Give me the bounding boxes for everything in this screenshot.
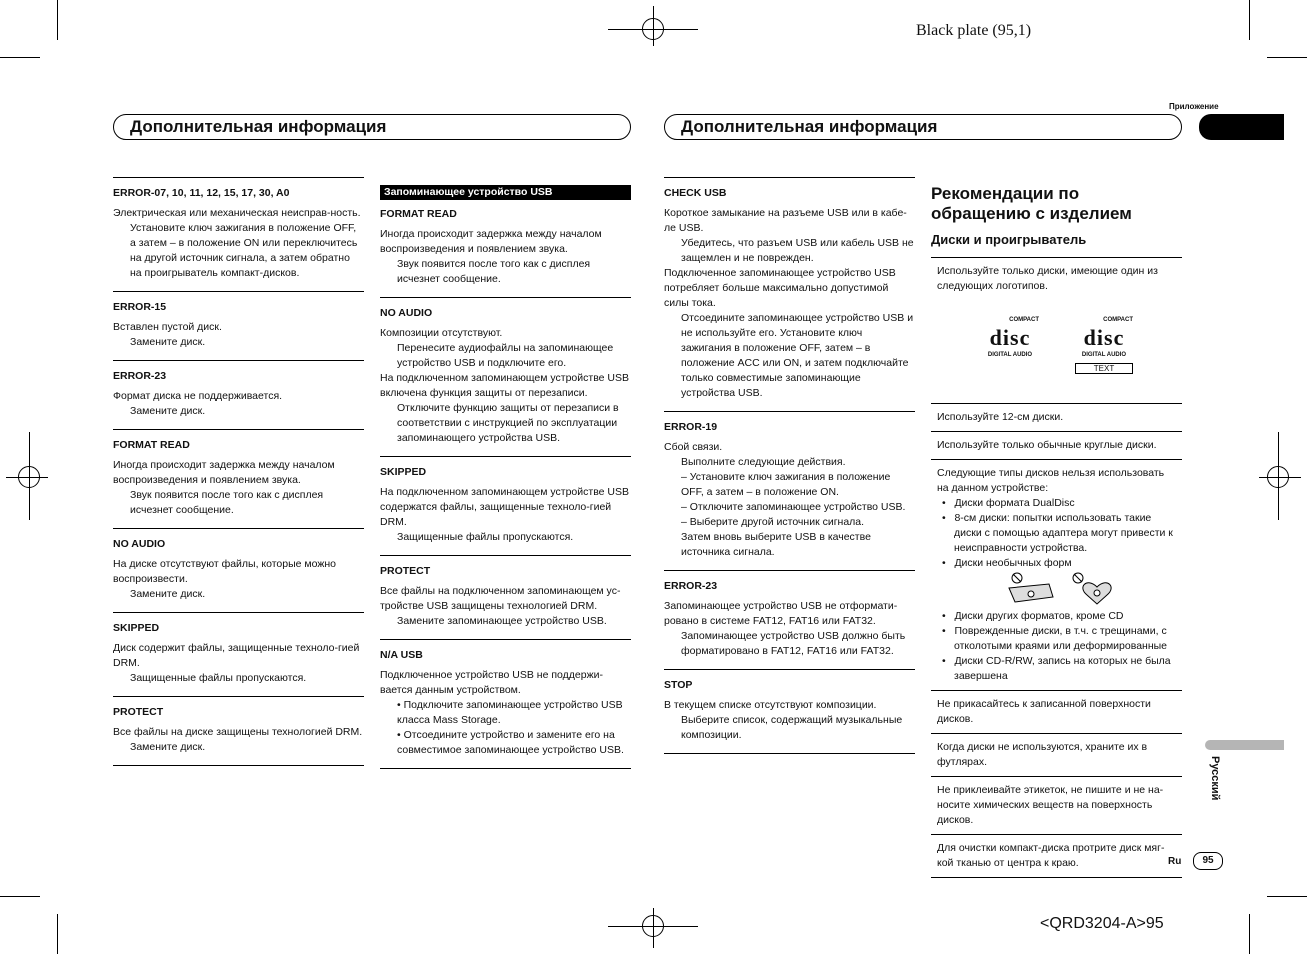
entry-action: Замените запоминающее устройство USB. xyxy=(397,615,607,627)
entry-title: PROTECT xyxy=(380,565,431,577)
tip-text: Когда диски не используются, храните их в футлярах. xyxy=(937,741,1148,768)
error-entry xyxy=(664,669,915,754)
entry-title: CHECK USB xyxy=(664,187,727,199)
entry-action: Защищенные файлы пропускаются. xyxy=(130,672,307,684)
entry-desc: Короткое замыкание на разъеме USB или в кабе-ле USB. xyxy=(664,207,907,234)
language-tab xyxy=(1205,740,1284,750)
bullet-item: • Поврежденные диски, в т.ч. с трещинами, с отколотыми краями или деформированные xyxy=(942,625,1168,652)
entry-desc: Электрическая или механическая неисправ-ность. xyxy=(113,207,361,219)
entry-action: Замените диск. xyxy=(130,405,206,417)
error-entry xyxy=(664,570,915,669)
error-entry xyxy=(113,177,364,291)
tip-text: Используйте только обычные круглые диски. xyxy=(937,439,1157,451)
bullet-item: • Диски необычных форм xyxy=(942,557,1072,569)
subheading: Диски и проигрыватель xyxy=(931,232,1087,247)
entry-desc: Все файлы на подключенном запоминающем ус-тройстве USB защищены технологией DRM. xyxy=(380,585,621,612)
entry-action: – Установите ключ зажигания в положение OFF, а затем – в положение ON. xyxy=(681,471,891,498)
entry-title: ERROR-23 xyxy=(113,370,167,382)
side-language: Русский xyxy=(1209,756,1221,801)
registration-circle xyxy=(642,915,664,937)
column-1 xyxy=(113,177,364,766)
tip-box xyxy=(931,733,1182,776)
entry-desc: Сбой связи. xyxy=(664,441,723,453)
entry-desc: Вставлен пустой диск. xyxy=(113,321,222,333)
error-entry xyxy=(380,555,631,639)
section-tab xyxy=(1199,114,1284,140)
entry-title: NO AUDIO xyxy=(113,538,166,550)
error-entry xyxy=(664,411,915,570)
section-heading: Рекомендации по обращению с изделием xyxy=(931,184,1132,223)
entry-desc: В текущем списке отсутствуют композиции. xyxy=(664,699,877,711)
crop-mark xyxy=(1249,0,1250,40)
registration-circle xyxy=(642,18,664,40)
entry-desc: Запоминающее устройство USB не отформати-ровано в системе FAT12, FAT16 или FAT32. xyxy=(664,600,898,627)
lang-code: Ru xyxy=(1168,856,1182,867)
tip-text: Не приклеивайте этикеток, не пишите и не на-носите химических веществ на поверхность дисков. xyxy=(937,784,1164,826)
error-entry xyxy=(380,297,631,456)
odd-discs-illustration xyxy=(937,571,1178,609)
entry-action: • Отсоедините устройство и замените его на совместимое запоминающее устройство USB. xyxy=(397,729,624,756)
entry-action: – Отключите запоминающее устройство USB. xyxy=(681,501,906,513)
bullet-text: Поврежденные диски, в т.ч. с трещинами, с отколотыми краями или деформированные xyxy=(954,625,1168,652)
entry-desc: Иногда происходит задержка между началом воспроизведения и появлением звука. xyxy=(113,459,335,486)
entry-action: Затем вновь выберите USB в качестве источника сигнала. xyxy=(681,531,871,558)
header-right: Дополнительная информация xyxy=(664,114,1182,140)
entry-action: Убедитесь, что разъем USB или кабель USB не защемлен и не поврежден. xyxy=(681,237,914,264)
registration-circle xyxy=(18,466,40,488)
tip-text: Для очистки компакт-диска протрите диск мяг-кой тканью от центра к краю. xyxy=(937,842,1165,869)
bullet-item: • Диски других форматов, кроме CD xyxy=(942,610,1124,622)
crop-mark xyxy=(1249,914,1250,954)
logo-text: DIGITAL AUDIO xyxy=(987,352,1033,358)
crop-mark xyxy=(0,896,40,897)
entry-action: Защищенные файлы пропускаются. xyxy=(397,531,574,543)
section-tag: Приложение xyxy=(1169,102,1219,111)
error-entry xyxy=(113,360,364,429)
tip-text: Следующие типы дисков нельзя использовать на данном устройстве: xyxy=(937,467,1165,494)
entry-title: FORMAT READ xyxy=(380,208,457,220)
logo-text: COMPACT xyxy=(1103,317,1133,323)
entry-action: Перенесите аудиофайлы на запоминающее устройство USB и подключите его. xyxy=(397,342,614,369)
entry-action: – Выберите другой источник сигнала. xyxy=(681,516,865,528)
tip-box xyxy=(931,403,1182,431)
entry-desc: Формат диска не поддерживается. xyxy=(113,390,283,402)
logo-text: TEXT xyxy=(1075,363,1133,374)
bullet-text: Диски других форматов, кроме CD xyxy=(954,610,1124,622)
error-entry xyxy=(113,291,364,360)
column-3 xyxy=(664,177,915,754)
bullet-text: Диски необычных форм xyxy=(954,557,1072,569)
entry-action: Выберите список, содержащий музыкальные композиции. xyxy=(681,714,903,741)
error-entry xyxy=(664,177,915,411)
entry-title: ERROR-23 xyxy=(664,580,718,592)
logos-box xyxy=(931,257,1182,403)
tip-box xyxy=(931,834,1182,878)
tip-box xyxy=(931,690,1182,733)
cd-text-logo xyxy=(1075,313,1133,374)
logo-text: COMPACT xyxy=(1009,317,1039,323)
bullet-item: • Диски CD-R/RW, запись на которых не была завершена xyxy=(942,655,1171,682)
error-entry xyxy=(113,528,364,612)
crop-mark xyxy=(1267,57,1307,58)
error-entry xyxy=(380,207,631,297)
tip-box xyxy=(931,431,1182,459)
entry-desc: Все файлы на диске защищены технологией DRM. xyxy=(113,726,363,738)
entry-action: Выполните следующие действия. xyxy=(681,456,846,468)
entry-title: FORMAT READ xyxy=(113,439,190,451)
crop-mark xyxy=(57,0,58,40)
entry-desc: На подключенном запоминающем устройстве USB включена функция защиты от перезаписи. xyxy=(380,372,630,399)
crop-mark xyxy=(0,57,40,58)
entry-action: Звук появится после того как с дисплея исчезнет сообщение. xyxy=(397,258,591,285)
registration-circle xyxy=(1267,466,1289,488)
tip-box xyxy=(931,459,1182,690)
error-entry xyxy=(113,429,364,528)
error-entry xyxy=(380,456,631,555)
bullet-text: Диски CD-R/RW, запись на которых не была завершена xyxy=(954,655,1171,682)
header-left: Дополнительная информация xyxy=(113,114,631,140)
bullet-item: • 8-см диски: попытки использовать такие диски с помощью адаптера могут привести к неисправности устройства. xyxy=(942,512,1173,554)
entry-title: SKIPPED xyxy=(380,466,427,478)
logo-text: DIGITAL AUDIO xyxy=(1081,352,1127,358)
tip-text: Не прикасайтесь к записанной поверхности дисков. xyxy=(937,698,1151,725)
entry-desc: Композиции отсутствуют. xyxy=(380,327,503,339)
entry-action: Отсоедините запоминающее устройство USB и не используйте его. Установите ключ зажигания в положение OFF, затем – в положение ACC или ON, и затем подключайте только совместимые запоминающие устройства USB. xyxy=(681,312,914,399)
bullet-text: Диски формата DualDisc xyxy=(954,497,1075,509)
entry-title: N/A USB xyxy=(380,649,423,661)
entry-action: Запоминающее устройство USB должно быть форматировано в FAT12, FAT16 или FAT32. xyxy=(681,630,906,657)
tip-box xyxy=(931,776,1182,834)
logos-intro: Используйте только диски, имеющие один из следующих логотипов. xyxy=(937,265,1158,292)
entry-title: SKIPPED xyxy=(113,622,160,634)
entry-desc: На диске отсутствуют файлы, которые можно воспроизвести. xyxy=(113,558,337,585)
entry-action: Установите ключ зажигания в положение OFF, а затем – в положение ON или переключитесь на другой источник сигнала, а затем обратно на проигрыватель компакт-дисков. xyxy=(130,222,358,279)
entry-desc: Диск содержит файлы, защищенные техноло-гией DRM. xyxy=(113,642,360,669)
entry-title: STOP xyxy=(664,679,693,691)
usb-section-bar: Запоминающее устройство USB xyxy=(380,185,631,200)
tip-text: Используйте 12-см диски. xyxy=(937,411,1064,423)
column-4 xyxy=(931,184,1182,878)
bullet-text: 8-см диски: попытки использовать такие диски с помощью адаптера могут привести к неисправности устройства. xyxy=(954,512,1173,554)
entry-title: PROTECT xyxy=(113,706,164,718)
entry-desc: Иногда происходит задержка между началом воспроизведения и появлением звука. xyxy=(380,228,602,255)
error-entry xyxy=(113,696,364,766)
odd-shape-disc-icon xyxy=(937,571,1188,609)
entry-action: Звук появится после того как с дисплея исчезнет сообщение. xyxy=(130,489,324,516)
cd-digital-audio-logo xyxy=(981,313,1039,363)
entry-desc: Подключенное устройство USB не поддержи-вается данным устройством. xyxy=(380,669,603,696)
crop-mark xyxy=(1267,896,1307,897)
logo-text: disc xyxy=(1083,325,1125,350)
bullet-item: • Диски формата DualDisc xyxy=(942,497,1075,509)
entry-desc: На подключенном запоминающем устройстве USB содержатся файлы, защищенные техноло-гией DRM. xyxy=(380,486,630,528)
entry-action: Замените диск. xyxy=(130,336,206,348)
entry-action: Замените диск. xyxy=(130,588,206,600)
entry-title: NO AUDIO xyxy=(380,307,433,319)
crop-mark xyxy=(57,914,58,954)
entry-title: ERROR-19 xyxy=(664,421,718,433)
entry-action: Замените диск. xyxy=(130,741,206,753)
page-number: 95 xyxy=(1193,852,1223,870)
logo-text: disc xyxy=(989,325,1031,350)
entry-title: ERROR-07, 10, 11, 12, 15, 17, 30, A0 xyxy=(113,187,290,199)
error-entry xyxy=(380,639,631,769)
entry-action: Отключите функцию защиты от перезаписи в соответствии с инструкцией по эксплуатации запоминающего устройства USB. xyxy=(397,402,619,444)
error-entry xyxy=(113,612,364,696)
document-code: <QRD3204-A>95 xyxy=(1040,915,1164,932)
entry-title: ERROR-15 xyxy=(113,301,167,313)
column-2 xyxy=(380,185,631,769)
plate-label: Black plate (95,1) xyxy=(916,22,1032,39)
entry-action: • Подключите запоминающее устройство USB класса Mass Storage. xyxy=(397,699,623,726)
entry-desc: Подключенное запоминающее устройство USB потребляет больше максимально допустимой силы тока. xyxy=(664,267,896,309)
